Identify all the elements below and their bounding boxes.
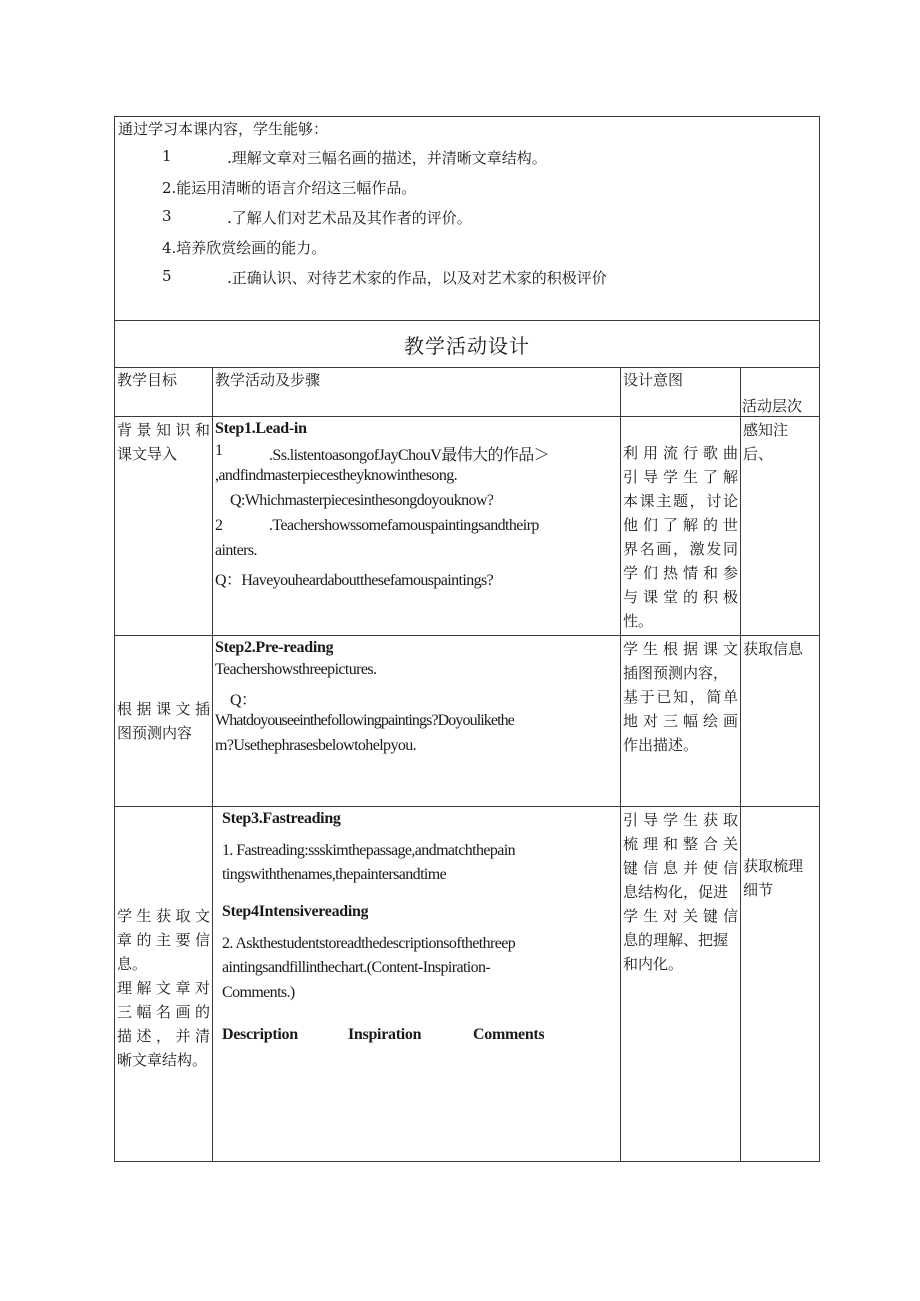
row1-intent	[623, 441, 738, 633]
header-steps: 教学活动及步骤	[215, 371, 321, 389]
row2-goal-line: 根据课文插	[117, 700, 210, 718]
row2-intent-line: 基于已知，简单	[623, 688, 738, 706]
row1-intent-line: 引导学生了解	[623, 468, 738, 486]
row3-intent-line: 梳理和整合关	[623, 835, 738, 853]
objective-item-5: .正确认识、对待艺术家的作品，以及对艺术家的积极评价	[227, 269, 607, 287]
objective-item-3: .了解人们对艺术品及其作者的评价。	[227, 209, 472, 227]
row3-level	[743, 854, 818, 902]
objectives-intro: 通过学习本课内容，学生能够：	[118, 120, 329, 138]
row3-intent-line: 键信息并使信	[623, 859, 738, 877]
row3-intent-line: 息的理解、把握	[623, 931, 729, 949]
step2-line-3: Whatdoyouseeinthefollowingpaintings?Doyoulikethe	[215, 712, 514, 729]
row2-intent-line: 地对三幅绘画	[623, 712, 738, 730]
row1-goal-line: 背景知识和	[117, 421, 210, 439]
step1-title: Step1.Lead-in	[215, 420, 307, 437]
header-level: 活动层次	[742, 397, 803, 415]
row3-goal-line: 息。	[117, 955, 148, 973]
step1-line-num-1: 1	[215, 442, 223, 459]
chart-header-description: Description	[222, 1026, 298, 1043]
row3-goal-line: 学生获取文	[117, 907, 210, 925]
row2-intent-line: 学生根据课文	[623, 640, 738, 658]
row3-goal-line: 描述，并清	[117, 1027, 210, 1045]
step2-title: Step2.Pre-reading	[215, 639, 334, 656]
row1-level-line: 感知注	[743, 421, 789, 439]
step4-line-1: 2. Askthestudentstoreadthedescriptionsofthethreep	[222, 935, 516, 952]
step2-line-2: Q：	[230, 692, 257, 709]
row3-goal-line: 理解文章对	[117, 979, 210, 997]
row2-goal-line: 图预测内容	[117, 724, 193, 742]
row3-intent-line: 息结构化，促进	[623, 883, 729, 901]
row1-intent-line: 利用流行歌曲	[623, 444, 738, 462]
step3-line-2: tingswiththenames,thepaintersandtime	[222, 866, 447, 883]
row2-intent-line: 插图预测内容，	[623, 664, 729, 682]
row3-goal-line: 晰文章结构。	[117, 1051, 208, 1069]
row1-intent-line: 界名画，激发同	[623, 540, 738, 558]
step1-line-1: .Ss.listentoasongofJayChouV最伟大的作品＞	[269, 447, 550, 464]
step4-title: Step4Intensivereading	[222, 903, 369, 920]
row2-level-line: 获取信息	[743, 640, 804, 658]
objective-number-3: 3	[162, 207, 172, 225]
section-title: 教学活动设计	[404, 334, 530, 358]
row1-level	[743, 418, 818, 466]
objective-item-4: 4.培养欣赏绘画的能力。	[162, 239, 327, 257]
objective-item-2: 2.能运用清晰的语言介绍这三幅作品。	[162, 179, 417, 197]
row1-intent-line: 他们了解的世	[623, 516, 738, 534]
row3-level-line: 获取梳理	[743, 857, 804, 875]
row3-intent-line: 学生对关键信	[623, 907, 738, 925]
step2-line-4: m?Usethephrasesbelowtohelpyou.	[215, 737, 417, 754]
step4-line-3: Comments.)	[222, 984, 295, 1001]
row3-goal	[117, 904, 210, 1072]
row1-intent-line: 性。	[623, 612, 654, 630]
row1-intent-line: 本课主题，讨论	[623, 492, 738, 510]
row3-intent-line: 和内化。	[623, 955, 684, 973]
header-intent: 设计意图	[623, 371, 684, 389]
objective-number-1: 1	[162, 147, 172, 165]
chart-header-comments: Comments	[473, 1026, 545, 1043]
objective-item-1: .理解文章对三幅名画的描述，并清晰文章结构。	[227, 149, 547, 167]
row2-intent	[623, 637, 738, 757]
row2-intent-line: 作出描述。	[623, 736, 699, 754]
header-goal: 教学目标	[117, 371, 178, 389]
step1-line-6: Q：Haveyouheardaboutthesefamouspaintings?	[215, 572, 494, 589]
row1-level-line: 后、	[743, 445, 774, 463]
objective-number-5: 5	[162, 267, 172, 285]
row3-intent	[623, 808, 738, 976]
step2-line-1: Teachershowsthreepictures.	[215, 661, 377, 678]
step3-title: Step3.Fastreading	[222, 810, 341, 827]
step1-line-num-4: 2	[215, 517, 223, 534]
step3-line-1: 1. Fastreading:ssskimthepassage,andmatchthepain	[222, 842, 516, 859]
row3-level-line: 细节	[743, 881, 774, 899]
chart-header-inspiration: Inspiration	[348, 1026, 422, 1043]
step1-line-2: ,andfindmasterpiecestheyknowinthesong.	[215, 467, 458, 484]
step1-line-5: ainters.	[215, 542, 257, 559]
row3-goal-line: 三幅名画的	[117, 1003, 210, 1021]
step4-line-2: aintingsandfillinthechart.(Content-Inspiration-	[222, 959, 491, 976]
row2-goal	[117, 697, 210, 745]
row1-goal	[117, 418, 210, 466]
row3-intent-line: 引导学生获取	[623, 811, 738, 829]
step1-line-3: Q:Whichmasterpiecesinthesongdoyouknow?	[230, 492, 494, 509]
row1-intent-line: 与课堂的积极	[623, 588, 738, 606]
row1-goal-line: 课文导入	[117, 445, 178, 463]
row3-goal-line: 章的主要信	[117, 931, 210, 949]
step1-line-4: .Teachershowssomefamouspaintingsandtheirp	[269, 517, 539, 534]
row2-level	[743, 637, 818, 661]
row1-intent-line: 学们热情和参	[623, 564, 738, 582]
